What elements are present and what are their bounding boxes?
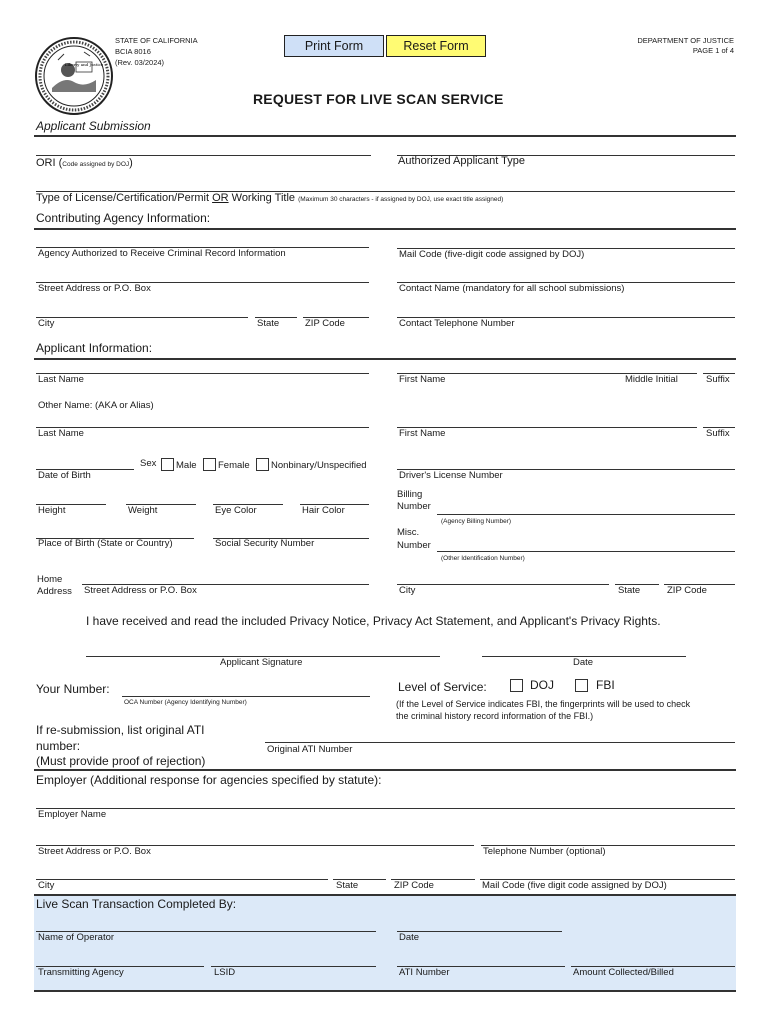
applicant-heading: Applicant Information: (36, 341, 153, 355)
transmitting-label: Transmitting Agency (38, 967, 124, 978)
ori-line (36, 155, 371, 156)
last-name-label: Last Name (38, 374, 84, 385)
resubmission-label-2: number: (36, 739, 81, 753)
resubmission-label-3: (Must provide proof of rejection) (36, 754, 206, 768)
doj-label: DOJ (530, 678, 554, 692)
female-label: Female (218, 460, 250, 471)
misc-label-2: Number (397, 540, 431, 551)
home-zip-label: ZIP Code (667, 585, 707, 596)
ls-date-label: Date (399, 932, 420, 943)
male-checkbox[interactable] (161, 458, 174, 471)
pob-label: Place of Birth (State or Country) (38, 538, 173, 549)
state-label: State (257, 318, 280, 329)
employer-zip-label: ZIP Code (394, 880, 434, 891)
eye-label: Eye Color (215, 505, 257, 516)
revision: (Rev. 03/2024) (115, 58, 165, 67)
billing-label-1: Billing (397, 489, 423, 500)
billing-line (437, 514, 735, 515)
suffix-label: Suffix (706, 374, 730, 385)
misc-note: (Other Identification Number) (441, 555, 525, 562)
billing-label-2: Number (397, 501, 431, 512)
fbi-label: FBI (596, 678, 615, 692)
authorized-type-input[interactable] (397, 140, 735, 154)
first-name-2-label: First Name (399, 428, 446, 439)
authorized-type-label: Authorized Applicant Type (398, 155, 525, 167)
fbi-checkbox[interactable] (575, 679, 588, 692)
ati-label: ATI Number (399, 967, 450, 978)
doj-checkbox[interactable] (510, 679, 523, 692)
license-label: Type of License/Certification/Permit OR Working Title (Maximum 30 characters - if assigned by DOJ, use exact title assigned) (36, 192, 504, 204)
your-number-label: Your Number: (36, 682, 110, 696)
city-label: City (38, 318, 55, 329)
license-input[interactable] (36, 176, 735, 190)
nonbinary-label: Nonbinary/Unspecified (271, 460, 367, 471)
level-of-service-label: Level of Service: (398, 680, 487, 694)
contributing-heading: Contributing Agency Information: (36, 211, 211, 225)
lsid-line (211, 966, 376, 967)
ori-input[interactable] (36, 140, 371, 154)
fbi-note-1: (If the Level of Service indicates FBI, the fingerprints will be used to check (396, 699, 691, 709)
state-seal-logo (34, 36, 114, 116)
orig-ati-label: Original ATI Number (267, 744, 353, 755)
sex-label: Sex (140, 458, 157, 469)
home-street-label: Street Address or P.O. Box (84, 585, 197, 596)
divider (34, 358, 736, 360)
print-form-button[interactable]: Print Form (284, 35, 384, 57)
ssn-label: Social Security Number (215, 538, 315, 549)
last-name-2-label: Last Name (38, 428, 84, 439)
last-name-line (36, 373, 369, 374)
employer-street-label: Street Address or P.O. Box (38, 846, 151, 857)
last-name-2-line (36, 427, 369, 428)
home-label-1: Home (37, 574, 63, 585)
operator-label: Name of Operator (38, 932, 115, 943)
other-name-label: Other Name: (AKA or Alias) (38, 400, 154, 411)
suffix-2-label: Suffix (706, 428, 730, 439)
female-checkbox[interactable] (203, 458, 216, 471)
divider (34, 894, 736, 896)
svg-text:Liberty and Justice: Liberty and Justice (64, 62, 104, 67)
page-number: PAGE 1 of 4 (692, 46, 734, 55)
fbi-note-2: the criminal history record information of the FBI.) (396, 711, 594, 721)
employer-name-line (36, 808, 735, 809)
male-label: Male (176, 460, 197, 471)
street-label: Street Address or P.O. Box (38, 283, 151, 294)
employer-phone-label: Telephone Number (optional) (483, 846, 606, 857)
live-scan-heading: Live Scan Transaction Completed By: (36, 897, 237, 911)
employer-city-line (36, 879, 328, 880)
amount-label: Amount Collected/Billed (573, 967, 674, 978)
orig-ati-line (265, 742, 735, 743)
applicant-submission-heading: Applicant Submission (36, 119, 151, 133)
hair-label: Hair Color (302, 505, 345, 516)
weight-label: Weight (128, 505, 158, 516)
nonbinary-checkbox[interactable] (256, 458, 269, 471)
form-id: BCIA 8016 (115, 47, 151, 56)
divider (34, 990, 736, 992)
middle-initial-label: Middle Initial (625, 374, 678, 385)
department-label: DEPARTMENT OF JUSTICE (637, 36, 734, 45)
billing-note: (Agency Billing Number) (441, 518, 512, 525)
signature-label: Applicant Signature (220, 657, 303, 668)
dl-label: Driver's License Number (399, 470, 503, 481)
state-label: STATE OF CALIFORNIA (115, 36, 198, 45)
resubmission-label-1: If re-submission, list original ATI (36, 723, 205, 737)
ls-date-line (397, 931, 562, 932)
ori-label: ORI (Code assigned by DOJ) (36, 157, 133, 169)
first-name-label: First Name (399, 374, 446, 385)
home-city-label: City (399, 585, 416, 596)
sig-date-label: Date (573, 657, 594, 668)
employer-city-label: City (38, 880, 55, 891)
employer-state-label: State (336, 880, 359, 891)
divider (34, 228, 736, 230)
form-title: REQUEST FOR LIVE SCAN SERVICE (253, 91, 504, 107)
privacy-statement: I have received and read the included Privacy Notice, Privacy Act Statement, and Applicant's Privacy Rights. (86, 614, 661, 628)
divider (34, 769, 736, 771)
phone-label: Contact Telephone Number (399, 318, 515, 329)
lsid-label: LSID (214, 967, 236, 978)
oca-note: OCA Number (Agency Identifying Number) (124, 699, 247, 706)
employer-name-label: Employer Name (38, 809, 107, 820)
employer-mail-label: Mail Code (five digit code assigned by DOJ) (482, 880, 667, 891)
city-line (36, 317, 248, 318)
height-label: Height (38, 505, 66, 516)
contact-label: Contact Name (mandatory for all school submissions) (399, 283, 625, 294)
divider (34, 135, 736, 137)
reset-form-button[interactable]: Reset Form (386, 35, 486, 57)
dob-label: Date of Birth (38, 470, 91, 481)
home-city-line (397, 584, 609, 585)
oca-line (122, 696, 370, 697)
mail-code-label: Mail Code (five-digit code assigned by DOJ) (399, 249, 585, 260)
employer-heading: Employer (Additional response for agencies specified by statute): (36, 773, 382, 787)
zip-label: ZIP Code (305, 318, 345, 329)
home-label-2: Address (37, 586, 72, 597)
misc-label-1: Misc. (397, 527, 420, 538)
misc-line (437, 551, 735, 552)
home-state-label: State (618, 585, 641, 596)
agency-label: Agency Authorized to Receive Criminal Record Information (38, 248, 286, 259)
